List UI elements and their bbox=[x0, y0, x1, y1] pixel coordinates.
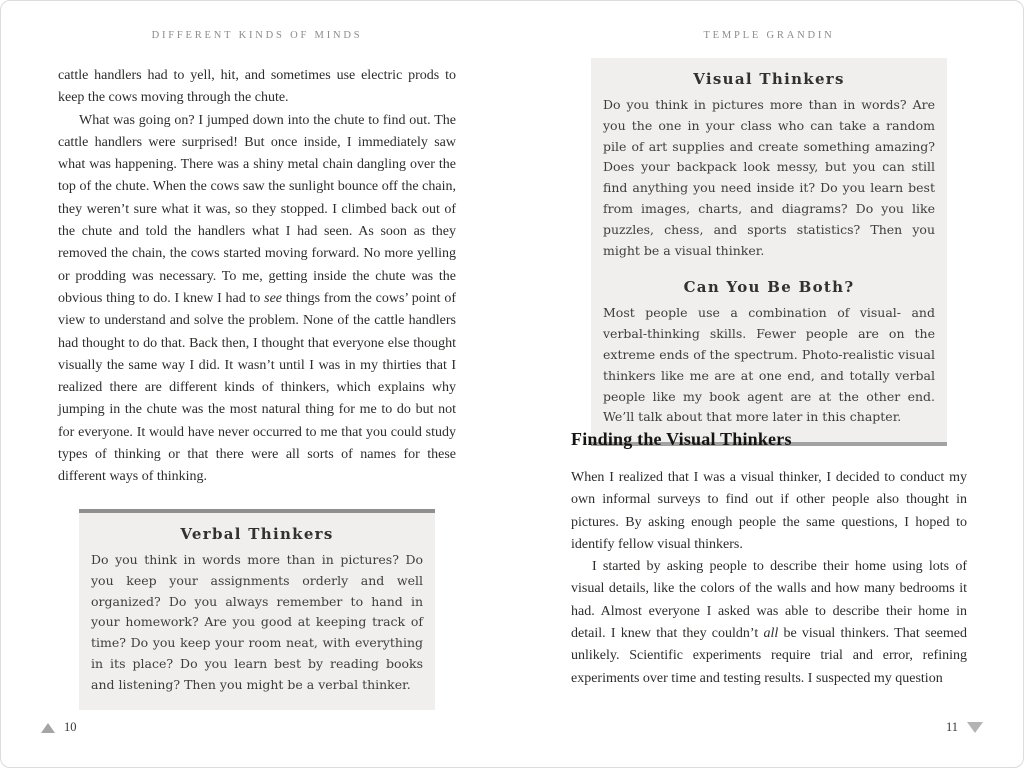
left-page-footer bbox=[41, 720, 77, 735]
triangle-down-icon bbox=[967, 722, 983, 733]
sidebar-title: Verbal Thinkers bbox=[180, 525, 334, 543]
sidebar-title: Visual Thinkers bbox=[693, 70, 845, 88]
verbal-thinkers-sidebar bbox=[79, 509, 435, 710]
left-running-head: DIFFERENT KINDS OF MINDS bbox=[151, 30, 363, 41]
right-running-head: TEMPLE GRANDIN bbox=[703, 30, 835, 41]
visual-thinkers-sidebar bbox=[591, 58, 947, 446]
triangle-up-icon bbox=[41, 723, 55, 733]
right-page-footer bbox=[571, 720, 983, 735]
sidebar-body: Do you think in pictures more than in words? Are you the one in your class who can take a random pile of art supplies and create something amazing? Does your backpack look messy, but you can still find anything you need inside it? Do you learn best from images, charts, and diagrams? Do you like puzzles, chess, and sports statistics? Then you might be a visual thinker. bbox=[603, 97, 935, 258]
sidebar-body: Most people use a combination of visual- and verbal-thinking skills. Fewer people are on the extreme ends of the spectrum. Photo-realistic visual thinkers like me are at one end, and totally verbal people like my book agent are at the other end. We’ll talk about that more later in this chapter. bbox=[603, 305, 935, 425]
right-page-number: 11 bbox=[945, 720, 958, 734]
left-page-number: 10 bbox=[64, 720, 77, 734]
section-heading: Finding the Visual Thinkers bbox=[571, 429, 792, 449]
sidebar-section bbox=[91, 525, 423, 696]
sidebar-section bbox=[603, 278, 935, 428]
sidebar-body: Do you think in words more than in pictures? Do you keep your assignments orderly and well organized? Do you always remember to hand in your homework? Are you good at keeping track of time? Do you keep your room neat, with everything in its place? Do you learn best by reading books and listening? Then you might be a verbal thinker. bbox=[91, 552, 423, 692]
sidebar-title: Can You Be Both? bbox=[683, 278, 855, 297]
left-body-text: cattle handlers had to yell, hit, and sometimes use electric prods to keep the cows moving through the chute. What was going on? I jumped down into the chute to find out. The cattle handlers were surprised! But once inside, I immediately saw what was happening. There was a shiny metal chain dangling over the top of the chute. When the cows saw the sunlight bounce off the chain, they weren’t sure what it was, so they stopped. I climbed back out of the chute and told the handlers what I had seen. As soon as they removed the chain, the cows started moving forward. No more yelling or prodding was necessary. To me, getting inside the chute was the obvious thing to do. I knew I had to see things from the cows’ point of view to understand and solve the problem. None of the cattle handlers had thought to do that. Back then, I thought that everyone else thought visually the same way I did. It wasn’t until I was in my thirties that I realized there are different kinds of thinkers, which explains why jumping in the chute was the most natural thing for me to do but not for everyone. It would have never occurred to me that you could study types of thinking or that there were all sorts of names for these different ways of thinking. bbox=[58, 68, 456, 485]
right-body-text: When I realized that I was a visual thinker, I decided to conduct my own informal surveys to find out if other people also thought in pictures. By asking enough people the same questions, I hoped to identify fellow visual thinkers. I started by asking people to describe their home using lots of visual details, like the colors of the walls and how many bedrooms it had. Almost everyone I asked was able to describe their home in detail. I knew that they couldn’t all be visual thinkers. That seemed unlikely. Scientific experiments require trial and error, refining experiments over time and testing results. I suspected my question bbox=[571, 470, 967, 686]
sidebar-section bbox=[603, 70, 935, 261]
